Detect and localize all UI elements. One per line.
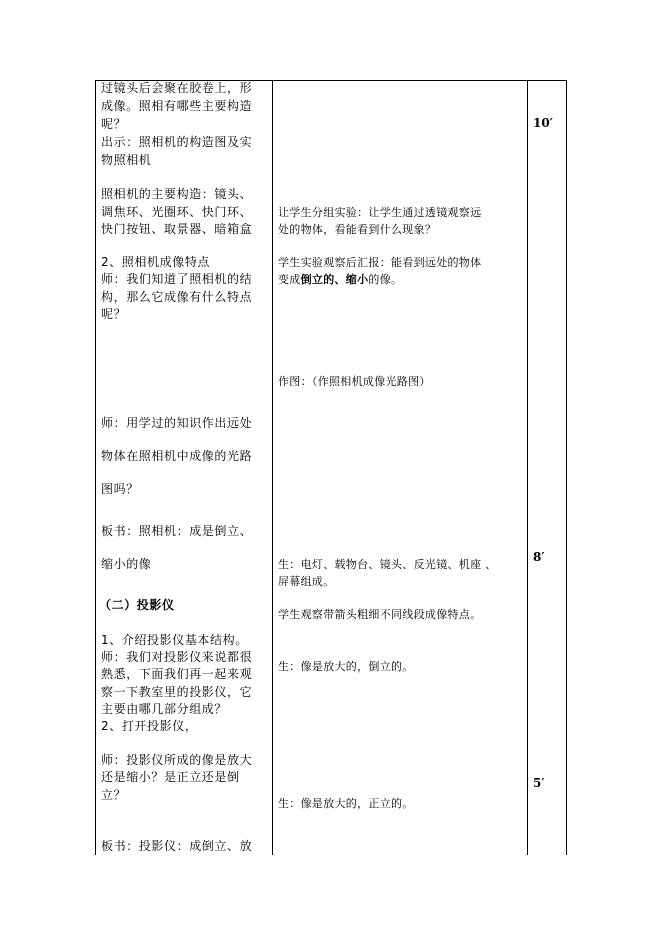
- text-line: 呢？: [101, 117, 127, 131]
- text-line: 师：我们对投影仪来说都很: [101, 650, 253, 664]
- text-line: 师：用学过的知识作出远处: [101, 416, 253, 430]
- text-line: 构，那么它成像有什么特点: [101, 290, 253, 304]
- text-line: 师：投影仪所成的像是放大: [101, 753, 253, 767]
- text-line: 屏幕组成。: [278, 575, 335, 588]
- text-line: 2、照相机成像特点: [101, 255, 211, 269]
- text-line: 物体在照相机中成像的光路: [101, 449, 253, 463]
- text-line: 2、打开投影仪，: [101, 719, 198, 733]
- table-right-border: [566, 80, 567, 855]
- table-left-border: [95, 80, 96, 855]
- column-divider-2: [527, 80, 528, 855]
- bold-text-segment: 倒立的、缩小: [300, 273, 369, 286]
- text-line: 主要由哪几部分组成？: [101, 702, 228, 716]
- text-line: 1、介绍投影仪基本结构。: [101, 633, 248, 647]
- section-heading: （二）投影仪: [99, 598, 175, 612]
- text-segment: 的像。: [368, 273, 403, 286]
- time-label: 5′: [533, 776, 545, 790]
- column-divider-1: [272, 80, 273, 855]
- text-line: 师：我们知道了照相机的结: [101, 272, 253, 286]
- text-line: 作图：（作照相机成像光路图）: [278, 375, 431, 388]
- text-line: 呢？: [101, 307, 127, 321]
- text-line: 板书：照相机：成是倒立、: [101, 524, 253, 538]
- text-line: 缩小的像: [101, 557, 152, 571]
- text-line: 过镜头后会聚在胶卷上，形: [101, 81, 253, 95]
- text-line: 生：像是放大的，正立的。: [278, 797, 414, 810]
- text-line: 快门按钮、取景器、暗箱盒: [101, 222, 253, 236]
- text-line: 让学生分组实验：让学生通过透镜观察远: [278, 206, 482, 219]
- text-line: 生：像是放大的，倒立的。: [278, 660, 414, 673]
- text-line: 学生观察带箭头粗细不同线段成像特点。: [278, 608, 482, 621]
- text-line: 立？: [101, 788, 127, 802]
- text-line: 物照相机: [101, 153, 152, 167]
- text-line: 处的物体，看能看到什么现象？: [278, 223, 437, 236]
- text-line-mixed: [278, 271, 528, 288]
- text-segment: 变成: [278, 273, 301, 286]
- text-line: 出示：照相机的构造图及实: [101, 135, 253, 149]
- text-line: 生：电灯、载物台、镜头、反光镜、机座 、: [278, 558, 497, 571]
- text-line: 还是缩小？是正立还是倒: [101, 770, 240, 784]
- text-line: 熟悉，下面我们再一起来观: [101, 667, 253, 681]
- text-line: 调焦环、光圈环、快门环、: [101, 205, 253, 219]
- text-line: 学生实验观察后汇报：能看到远处的物体: [278, 256, 482, 269]
- text-line: 图吗？: [101, 482, 139, 496]
- time-label: 8′: [533, 550, 545, 564]
- text-line: 照相机的主要构造：镜头、: [101, 187, 253, 201]
- text-line: 板书：投影仪：成倒立、放: [101, 839, 253, 853]
- text-line: 察一下教室里的投影仪，它: [101, 685, 253, 699]
- text-line: 成像。照相有哪些主要构造: [101, 99, 253, 113]
- time-label: 10′: [533, 116, 553, 130]
